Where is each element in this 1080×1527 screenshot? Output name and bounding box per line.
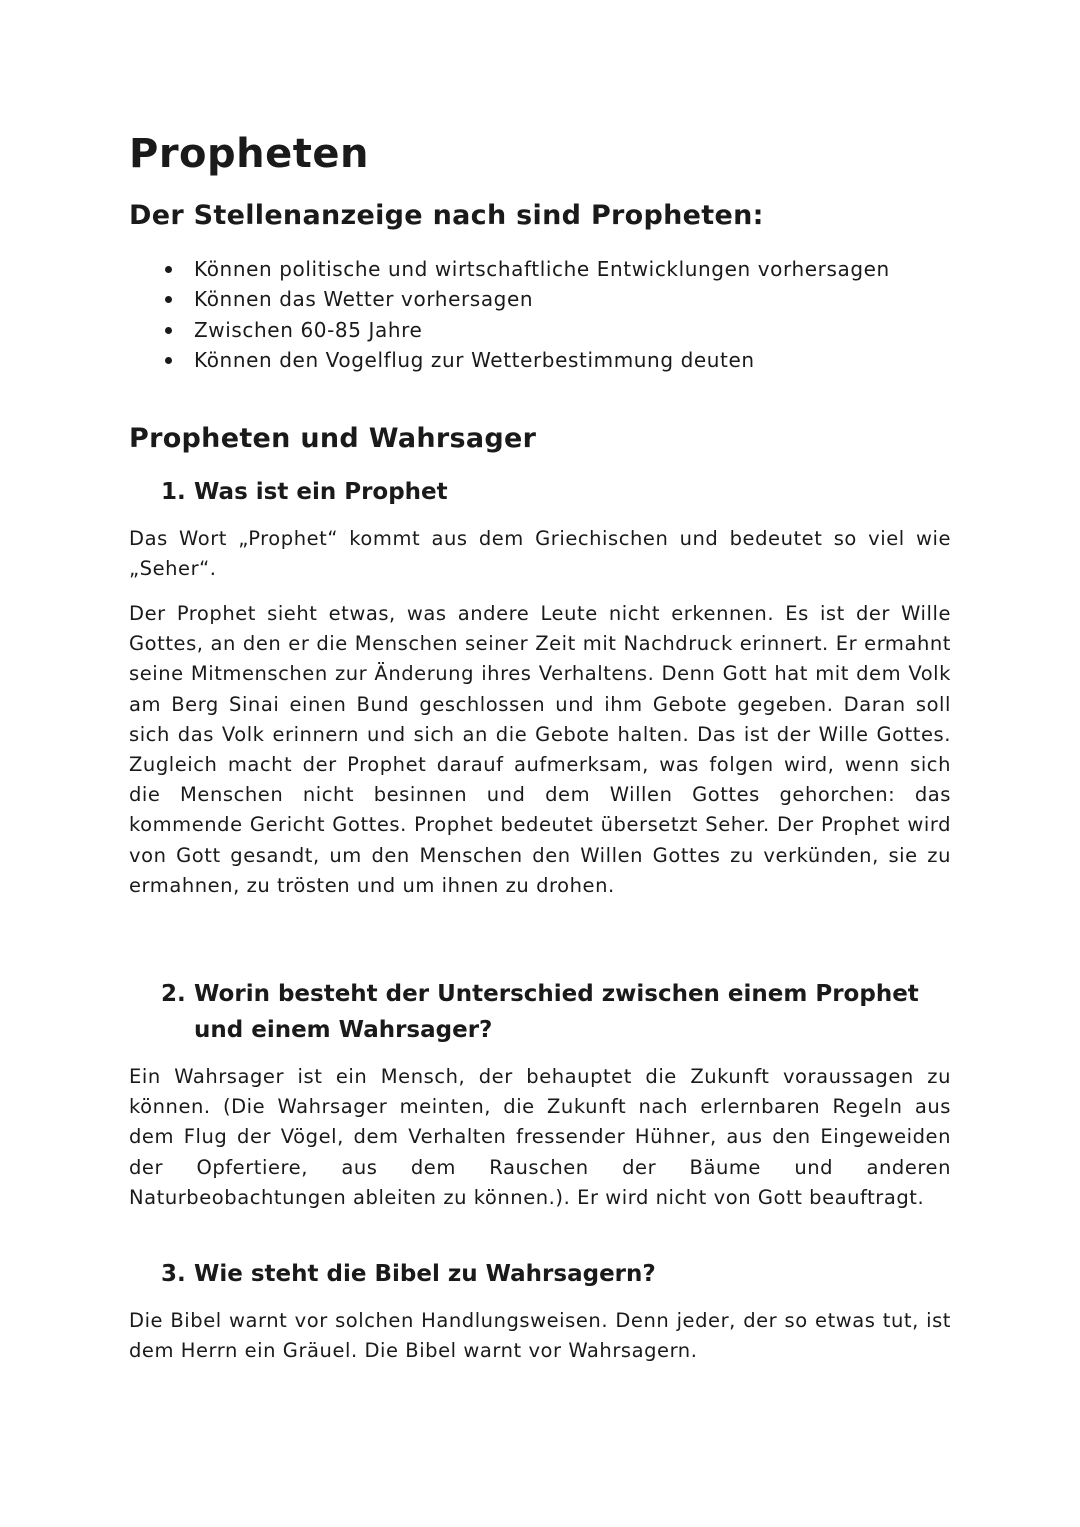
question-heading-2	[161, 976, 951, 1048]
list-item	[163, 315, 951, 345]
question-heading-3	[161, 1256, 951, 1292]
page-title: Propheten	[129, 131, 369, 177]
bullet-icon	[165, 296, 172, 303]
question-heading-1	[161, 474, 951, 510]
question-text: Was ist ein Prophet	[194, 479, 448, 505]
bullet-icon	[165, 357, 172, 364]
paragraph-prophet-description: Der Prophet sieht etwas, was andere Leute nicht erkennen. Es ist der Wille Gottes, an den er die Menschen seiner Zeit mit Nachdruck erinnert. Er ermahnt seine Mitmenschen zur Änderung ihres Verhaltens. Denn Gott hat mit dem Volk am Berg Sinai einen Bund geschlossen und ihm Gebote gegeben. Daran soll sich das Volk erinnern und sich an die Gebote halten. Das ist der Wille Gottes. Zugleich macht der Prophet darauf aufmerksam, was folgen wird, wenn sich die Menschen nicht besinnen und dem Willen Gottes gehorchen: das kommende Gericht Gottes. Prophet bedeutet übersetzt Seher. Der Prophet wird von Gott gesandt, um den Menschen den Willen Gottes zu verkünden, sie zu ermahnen, zu trösten und um ihnen zu drohen.	[129, 602, 951, 897]
section-heading-propheten-wahrsager: Propheten und Wahrsager	[129, 423, 537, 454]
paragraph-bibel: Die Bibel warnt vor solchen Handlungsweisen. Denn jeder, der so etwas tut, ist dem Herrn ein Gräuel. Die Bibel warnt vor Wahrsagern.	[129, 1309, 951, 1363]
list-item-text: Zwischen 60-85 Jahre	[194, 317, 423, 342]
question-number: 1.	[161, 479, 186, 505]
list-item	[163, 345, 951, 375]
list-item-text: Können das Wetter vorhersagen	[194, 287, 534, 312]
bullet-icon	[165, 266, 172, 273]
question-number: 3.	[161, 1261, 186, 1287]
bullet-icon	[165, 327, 172, 334]
paragraph-wahrsager: Ein Wahrsager ist ein Mensch, der behauptet die Zukunft voraussagen zu können. (Die Wahrsager meinten, die Zukunft nach erlernbaren Regeln aus dem Flug der Vögel, dem Verhalten fressender Hühner, aus den Eingeweiden der Opfertiere, aus dem Rauschen der Bäume und anderen Naturbeobachtungen ableiten zu können.). Er wird nicht von Gott beauftragt.	[129, 1065, 951, 1209]
list-item	[163, 254, 951, 284]
list-item-text: Können politische und wirtschaftliche Entwicklungen vorhersagen	[194, 257, 890, 281]
list-item-text: Können den Vogelflug zur Wetterbestimmung deuten	[194, 348, 755, 373]
paragraph-prophet-definition: Das Wort „Prophet“ kommt aus dem Griechischen und bedeutet so viel wie „Seher“.	[129, 527, 951, 581]
list-item	[163, 284, 951, 314]
question-text: Wie steht die Bibel zu Wahrsagern?	[194, 1261, 656, 1287]
question-number: 2.	[161, 981, 186, 1007]
section-heading-stellenanzeige: Der Stellenanzeige nach sind Propheten:	[129, 200, 764, 231]
question-text: Worin besteht der Unterschied zwischen einem Prophet und einem Wahrsager?	[194, 981, 919, 1043]
bullet-list	[163, 254, 951, 376]
